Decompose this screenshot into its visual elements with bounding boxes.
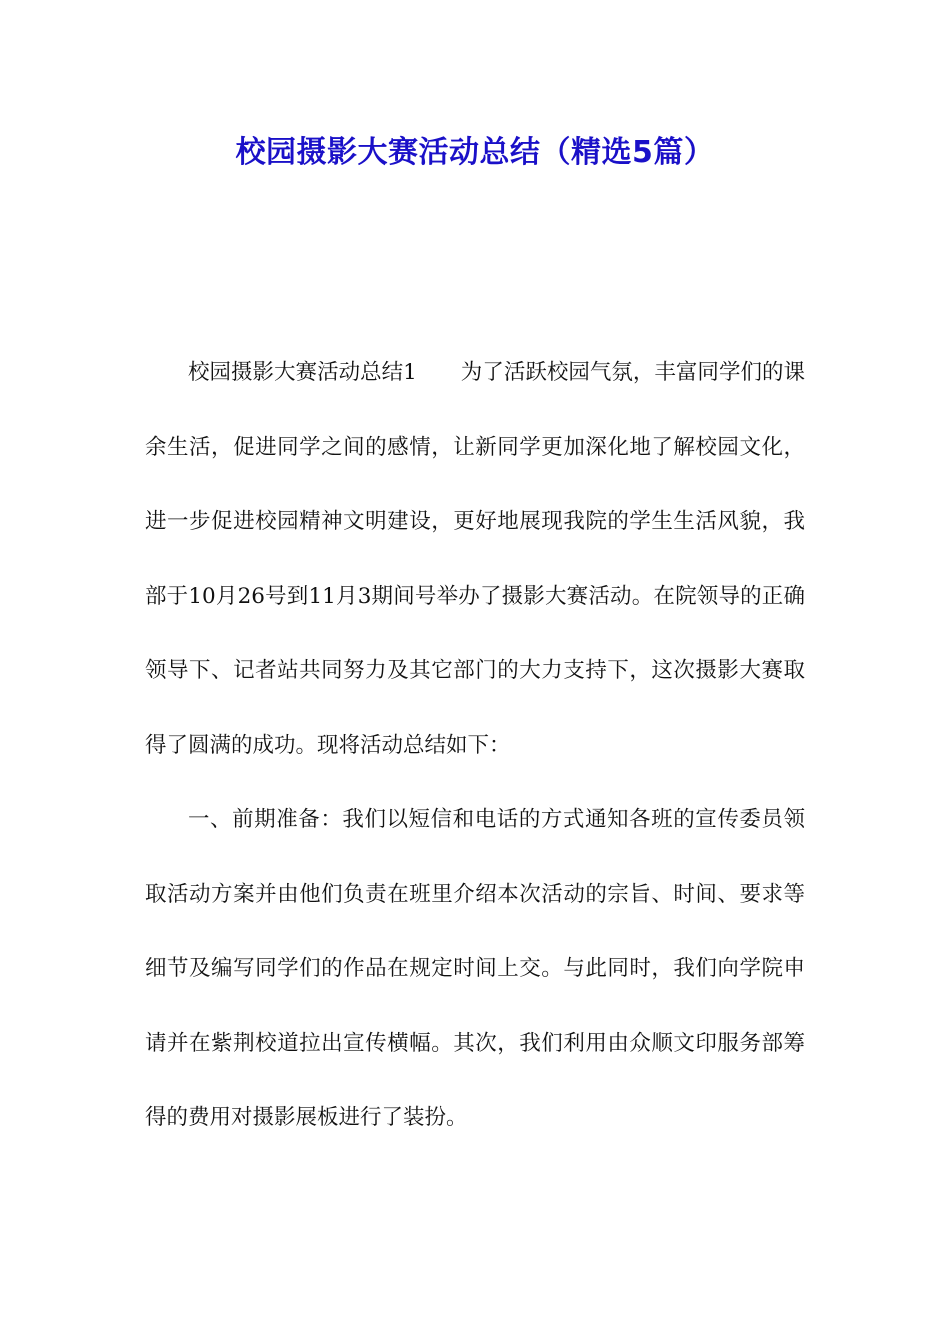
document-title: 校园摄影大赛活动总结（精选5篇）: [235, 135, 715, 170]
document-body: [145, 336, 805, 1156]
section-heading: 校园摄影大赛活动总结1: [188, 360, 417, 385]
paragraph-1: [145, 336, 805, 783]
paragraph-2: 一、前期准备：我们以短信和电话的方式通知各班的宣传委员领取活动方案并由他们负责在班里介绍本次活动的宗旨、时间、要求等细节及编写同学们的作品在规定时间上交。与此同时，我们向学院申请并在紫荆校道拉出宣传横幅。其次，我们利用由众顺文印服务部筹得的费用对摄影展板进行了装扮。: [145, 807, 805, 1130]
paragraph-1-text: 为了活跃校园气氛，丰富同学们的课余生活，促进同学之间的感情，让新同学更加深化地了解校园文化，进一步促进校园精神文明建设，更好地展现我院的学生生活风貌，我部于10月26号到11月3期间号举办了摄影大赛活动。在院领导的正确领导下、记者站共同努力及其它部门的大力支持下，这次摄影大赛取得了圆满的成功。现将活动总结如下：: [145, 360, 805, 758]
